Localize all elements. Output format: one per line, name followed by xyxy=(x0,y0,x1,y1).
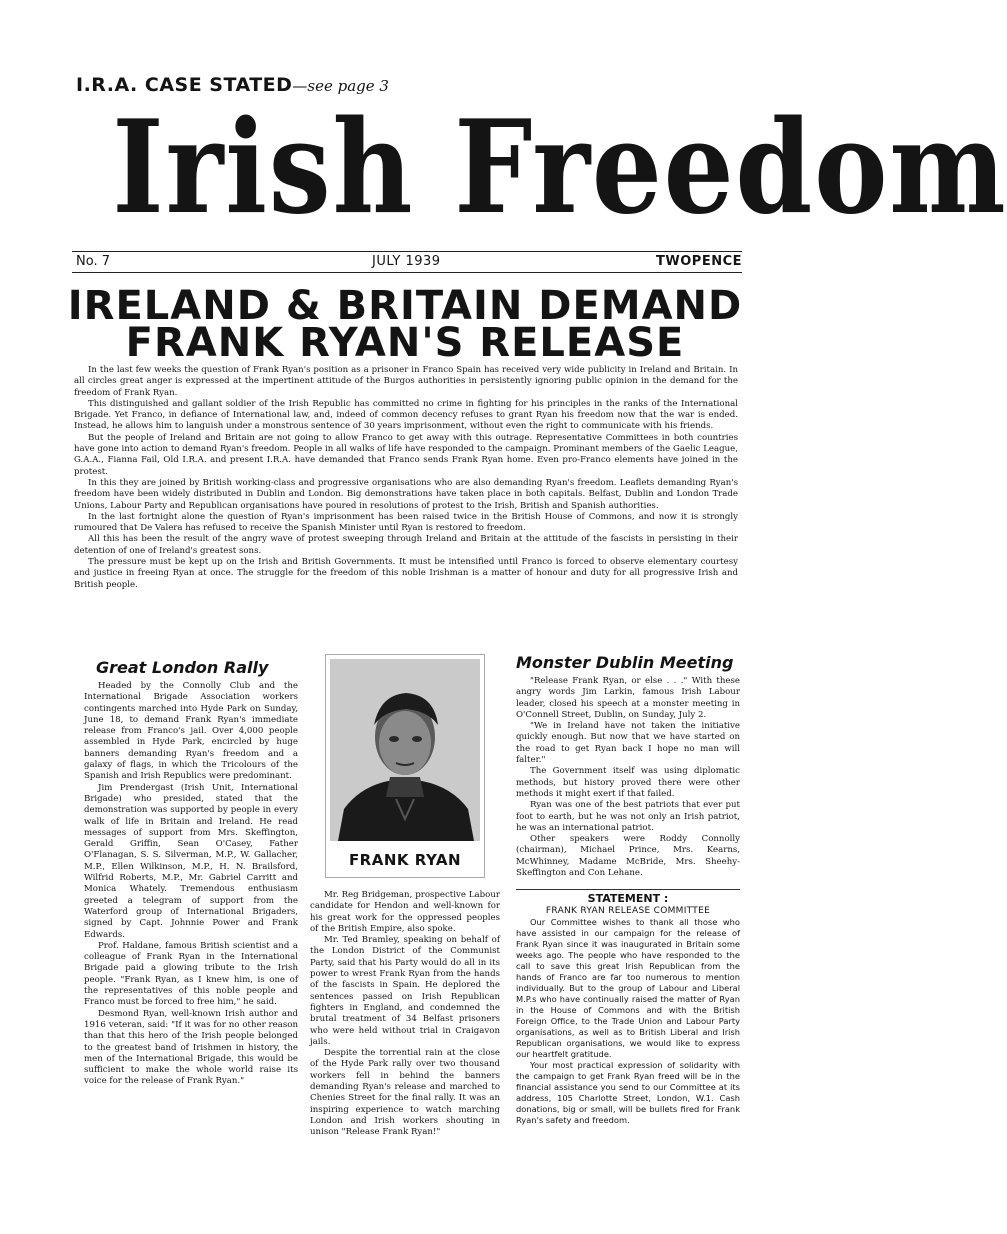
statement-paragraph: Your most practical expression of solidarity with the campaign to get Frank Ryan freed will be in the financial assistance you send to our Committee at its address, 105 Charlotte Street, London, W.1. Cash donations, big or small, will be bullets fired for Frank Ryan's safety and freedom. xyxy=(516,1060,740,1126)
statement-box xyxy=(516,889,740,1126)
intro-paragraph: All this has been the result of the angry wave of protest sweeping through Ireland and Britain at the attitude of the fascists in persisting in their detention of one of Ireland's greatest sons. xyxy=(74,534,738,556)
middle-paragraph: Mr. Ted Bramley, speaking on behalf of the London District of the Communist Party, said that his Party would do all in its power to wrest Frank Ryan from the hands of the fascists in Spain. He deplored the sentences passed on Irish Republican fighters in England, and condemned the brutal treatment of 34 Belfast prisoners who were held without trial in Craigavon jails. xyxy=(310,935,500,1047)
intro-paragraph: The pressure must be kept up on the Irish and British Governments. It must be intensified until Franco is forced to observe elementary courtesy and justice in freeing Ryan at once. The struggle for the freedom of this noble Irishman is a matter of honour and duty for all progressive Irish and British people. xyxy=(74,557,738,590)
rule-bottom xyxy=(72,272,742,273)
headline-line-1: IRELAND & BRITAIN DEMAND xyxy=(67,283,743,329)
masthead-title: Irish Freedom xyxy=(112,93,1007,243)
dublin-meeting-column xyxy=(516,652,740,1126)
london-paragraph: Headed by the Connolly Club and the International Brigade Association workers contingents marched into Hyde Park on Sunday, June 18, to demand Frank Ryan's immediate release from Franco's jail. Over 4,000 people assembled in Hyde Park, encircled by huge banners demanding Ryan's freedom and a galaxy of flags, in which the Tricolours of the Spanish and Irish Republics were predominant. xyxy=(84,681,298,782)
intro-paragraph: In this they are joined by British working-class and progressive organisations who are also demanding Ryan's freedom. Leaflets demanding Ryan's freedom have been widely distributed in Dublin and London. Big demonstrations have taken place in both capitals. Belfast, Dublin and London Trade Unions, Labour Party and Republican organisations have poured in resolutions of protest to the Irish, British and Spanish authorities. xyxy=(74,477,738,511)
headline-line-2: FRANK RYAN'S RELEASE xyxy=(125,320,685,366)
photo-caption: FRANK RYAN xyxy=(348,851,462,869)
intro-paragraph: In the last fortnight alone the question of Ryan's imprisonment has been raised twice in the British House of Commons, and now it is strongly rumoured that De Valera has refused to receive the Spanish Minister until Ryan is restored to freedom. xyxy=(74,511,738,534)
statement-paragraph: Our Committee wishes to thank all those who have assisted in our campaign for the release of Frank Ryan since it was inaugurated in Britain some weeks ago. The people who have responded to the call to save this great Irish Republican from the hands of Franco are far too numerous to mention individually. But to the group of Labour and Liberal M.P.s who have continually raised the matter of Ryan in the House of Commons and with the British Foreign Office, to the Trade Union and Labour Party organisations, as well as to British Liberal and Irish Republican organisations, we would like to express our heartfelt gratitude. xyxy=(516,917,740,1060)
statement-title: STATEMENT : xyxy=(587,892,669,906)
london-paragraph: Jim Prendergast (Irish Unit, International Brigade) who presided, stated that the demonstration was supported by people in every walk of life in Britain and Ireland. He read messages of support from Mrs. Skeffington, Gerald Griffin, Sean O'Casey, Father O'Flanagan, S. S. Silverman, M.P., W. Gallacher, M.P., Ellen Wilkinson, M.P., H. N. Brailsford, Wilfrid Roberts, M.P., Mr. Gabriel Carritt and Monica Whately. Tremendous enthusiasm greeted a telegram of support from the Waterford group of International Brigaders, signed by Capt. Johnnie Power and Frank Edwards. xyxy=(84,782,298,940)
issue-price: TWOPENCE xyxy=(656,254,742,269)
issue-date: JULY 1939 xyxy=(372,254,441,269)
statement-body xyxy=(516,917,740,1126)
london-paragraph: Prof. Haldane, famous British scientist and a colleague of Frank Ryan in the International Brigade paid a glowing tribute to the Irish people. "Frank Ryan, as I knew him, is one of the representatives of this noble people and Franco must be forced to free him," he said. xyxy=(84,940,298,1008)
london-paragraph: Desmond Ryan, well-known Irish author and 1916 veteran, said: "If it was for no other reason than that this hero of the Irish people belonged to the greatest band of Irishmen in history, the men of the International Brigade, this would be sufficient to make the whole world raise its voice for the release of Frank Ryan." xyxy=(84,1008,298,1087)
statement-subtitle: FRANK RYAN RELEASE COMMITTEE xyxy=(545,906,711,917)
dublin-paragraph: "Release Frank Ryan, or else . . ." With these angry words Jim Larkin, famous Irish Labour leader, closed his speech at a monster meeting in O'Connell Street, Dublin, on Sunday, July 2. xyxy=(516,676,740,720)
london-rally-column xyxy=(84,657,298,1088)
issue-number: No. 7 xyxy=(76,254,110,269)
frank-ryan-photo xyxy=(325,654,485,878)
intro-article xyxy=(74,365,738,591)
dublin-meeting-body xyxy=(516,676,740,879)
banner-bold-text: I.R.A. CASE STATED xyxy=(76,74,293,96)
dublin-paragraph: The Government itself was using diplomatic methods, but history proved there were other methods it might exert if that failed. xyxy=(516,766,740,799)
intro-paragraph: But the people of Ireland and Britain are not going to allow Franco to get away with this outrage. Representative Committees in both countries have gone into action to demand Ryan's freedom. People in all walks of life have responded to the campaign. Prominant members of the Gaelic League, G.A.A., Fianna Fail, Old I.R.A. and present I.R.A. have demanded that Franco sends Frank Ryan home. Even pro-Franco elements have joined in the protest. xyxy=(74,432,738,477)
dublin-paragraph: Ryan was one of the best patriots that ever put foot to earth, but he was not only an Irish patriot, he was an international patriot. xyxy=(516,800,740,833)
london-rally-body xyxy=(84,681,298,1088)
banner-italic-text: —see page 3 xyxy=(292,77,389,95)
portrait-image xyxy=(330,659,480,841)
middle-column xyxy=(310,890,500,1139)
london-rally-heading: Great London Rally xyxy=(96,658,269,677)
rule-top xyxy=(72,251,742,252)
intro-paragraph: In the last few weeks the question of Frank Ryan's position as a prisoner in Franco Spain has received very wide publicity in Ireland and Britain. In all circles great anger is expressed at the impertinent attitude of the Burgos authorities in persistently ignoring public opinion in the demand for the freedom of Frank Ryan. xyxy=(74,365,738,398)
dublin-meeting-heading: Monster Dublin Meeting xyxy=(516,653,734,672)
dublin-paragraph: Other speakers were Roddy Connolly (chairman), Michael Prince, Mrs. Kearns, McWhinney, Madame McBride, Mrs. Sheehy-Skeffington and Con Lehane. xyxy=(516,834,740,879)
middle-paragraph: Despite the torrential rain at the close of the Hyde Park rally over two thousand workers fell in behind the banners demanding Ryan's release and marched to Chenies Street for the final rally. It was an inspiring experience to watch marching London and Irish workers shouting in unison "Release Frank Ryan!" xyxy=(310,1048,500,1138)
middle-paragraph: Mr. Reg Bridgeman, prospective Labour candidate for Hendon and well-known for his great work for the oppressed peoples of the British Empire, also spoke. xyxy=(310,890,500,934)
dublin-paragraph: "We in Ireland have not taken the initiative quickly enough. But now that we have started on the road to get Ryan back I hope no man will falter." xyxy=(516,721,740,766)
intro-paragraph: This distinguished and gallant soldier of the Irish Republic has committed no crime in fighting for his principles in the ranks of the International Brigade. Yet Franco, in defiance of International law, and, indeed of common decency refuses to grant Ryan his freedom now that the war is ended. Instead, he allows him to languish under a monstrous sentence of 30 years imprisonment, without even the right to communicate with his friends. xyxy=(74,398,738,432)
